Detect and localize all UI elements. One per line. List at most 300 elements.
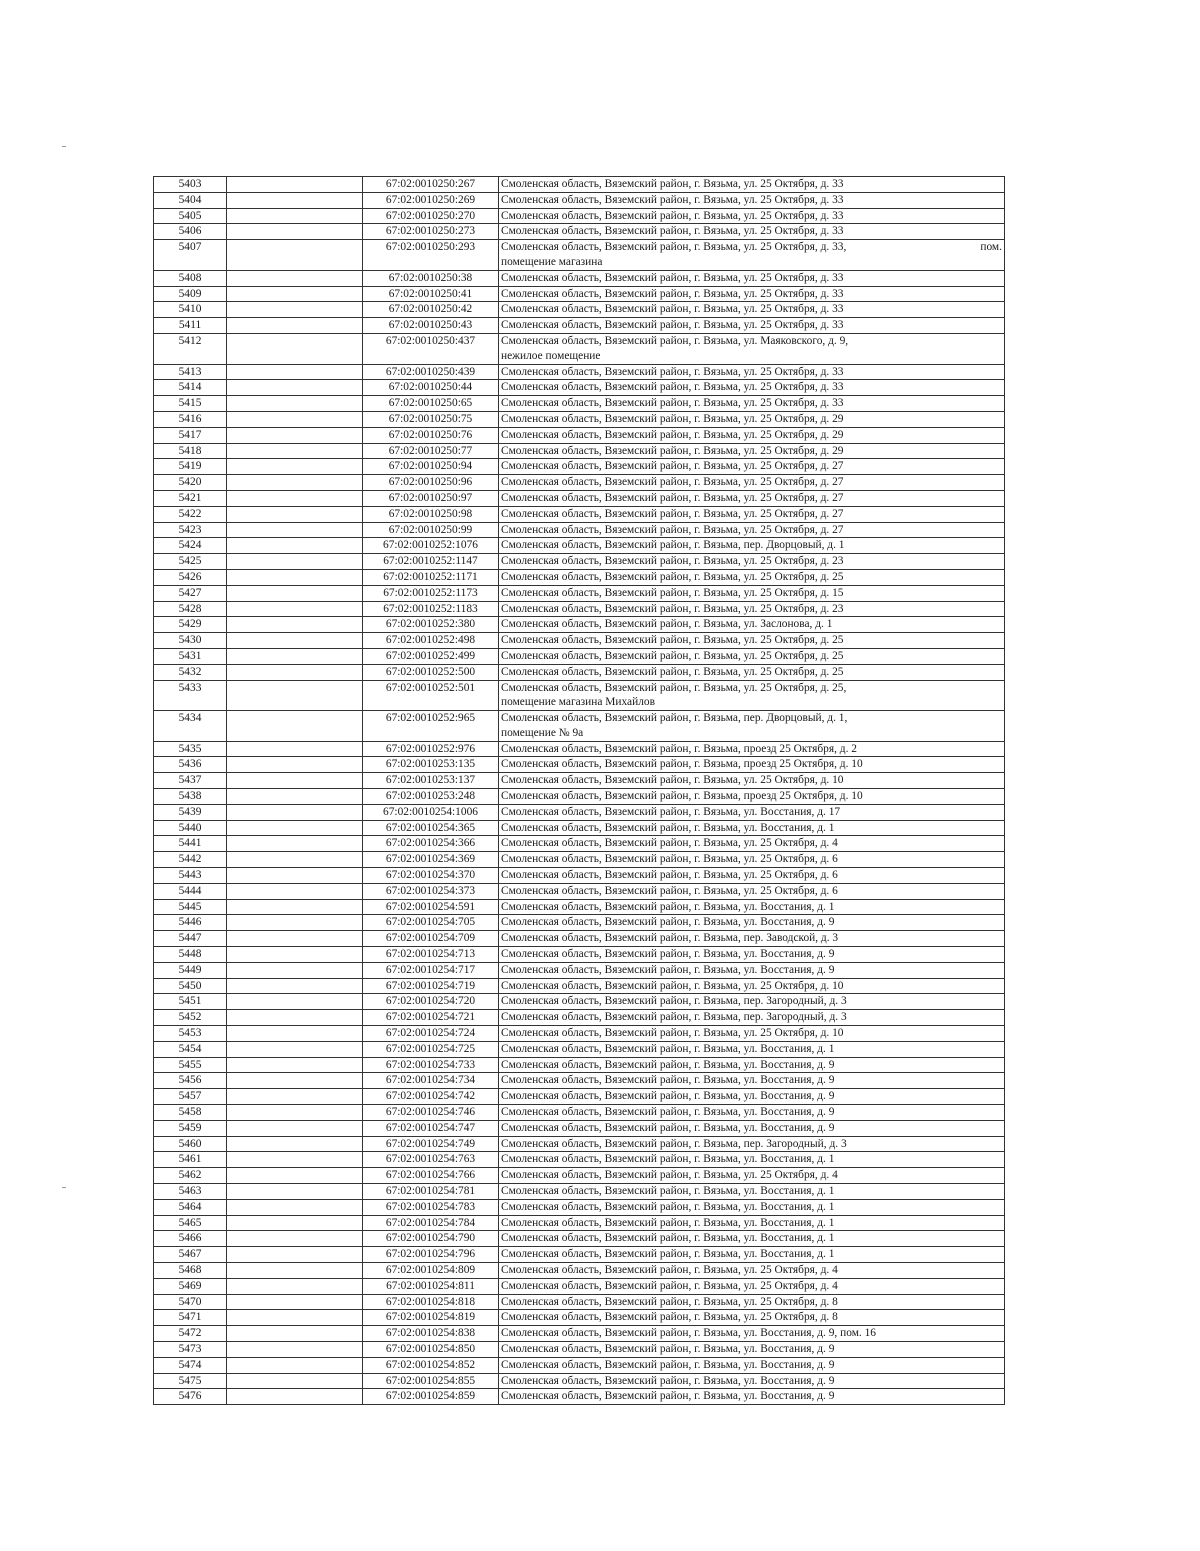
cadastral-number: 67:02:0010250:43	[363, 318, 499, 334]
row-number: 5467	[154, 1247, 227, 1263]
empty-cell	[227, 177, 363, 193]
empty-cell	[227, 208, 363, 224]
address: Смоленская область, Вяземский район, г. Вязьма, ул. Восстания, д. 9, пом. 16	[499, 1326, 1005, 1342]
address: Смоленская область, Вяземский район, г. Вязьма, ул. 25 Октября, д. 33	[499, 286, 1005, 302]
address: Смоленская область, Вяземский район, г. Вязьма, ул. 25 Октября, д. 4	[499, 836, 1005, 852]
empty-cell	[227, 192, 363, 208]
table-row	[154, 364, 1005, 380]
row-number: 5468	[154, 1262, 227, 1278]
table-row	[154, 270, 1005, 286]
cadastral-number: 67:02:0010254:365	[363, 820, 499, 836]
empty-cell	[227, 962, 363, 978]
table-row	[154, 1310, 1005, 1326]
address: Смоленская область, Вяземский район, г. Вязьма, ул. 25 Октября, д. 6	[499, 883, 1005, 899]
row-number: 5429	[154, 617, 227, 633]
empty-cell	[227, 318, 363, 334]
empty-cell	[227, 302, 363, 318]
empty-cell	[227, 648, 363, 664]
empty-cell	[227, 1057, 363, 1073]
cadastral-number: 67:02:0010254:591	[363, 899, 499, 915]
table-row	[154, 978, 1005, 994]
table-row	[154, 569, 1005, 585]
cadastral-number: 67:02:0010252:1147	[363, 554, 499, 570]
address: Смоленская область, Вяземский район, г. Вязьма, ул. Восстания, д. 9	[499, 1105, 1005, 1121]
row-number: 5462	[154, 1168, 227, 1184]
address: Смоленская область, Вяземский район, г. Вязьма, ул. Восстания, д. 9	[499, 1057, 1005, 1073]
row-number: 5455	[154, 1057, 227, 1073]
row-number: 5447	[154, 931, 227, 947]
cadastral-number: 67:02:0010250:42	[363, 302, 499, 318]
address: Смоленская область, Вяземский район, г. Вязьма, ул. Восстания, д. 9	[499, 947, 1005, 963]
cadastral-number: 67:02:0010252:1173	[363, 585, 499, 601]
row-number: 5431	[154, 648, 227, 664]
row-number: 5473	[154, 1341, 227, 1357]
table-row	[154, 554, 1005, 570]
row-number: 5424	[154, 538, 227, 554]
address: Смоленская область, Вяземский район, г. Вязьма, ул. 25 Октября, д. 33	[499, 302, 1005, 318]
empty-cell	[227, 617, 363, 633]
address: Смоленская область, Вяземский район, г. Вязьма, ул. 25 Октября, д. 10	[499, 978, 1005, 994]
empty-cell	[227, 1357, 363, 1373]
row-number: 5453	[154, 1026, 227, 1042]
empty-cell	[227, 1105, 363, 1121]
cadastral-number: 67:02:0010254:725	[363, 1041, 499, 1057]
address: Смоленская область, Вяземский район, г. Вязьма, ул. Восстания, д. 9	[499, 962, 1005, 978]
table-row	[154, 804, 1005, 820]
row-number: 5459	[154, 1120, 227, 1136]
cadastral-number: 67:02:0010254:705	[363, 915, 499, 931]
table-row	[154, 427, 1005, 443]
cadastral-number: 67:02:0010254:369	[363, 852, 499, 868]
cadastral-number: 67:02:0010252:501	[363, 680, 499, 711]
address: Смоленская область, Вяземский район, г. Вязьма, ул. 25 Октября, д. 29	[499, 411, 1005, 427]
cadastral-number: 67:02:0010254:811	[363, 1278, 499, 1294]
address: Смоленская область, Вяземский район, г. Вязьма, пер. Дворцовый, д. 1	[499, 538, 1005, 554]
empty-cell	[227, 585, 363, 601]
cadastral-number: 67:02:0010250:439	[363, 364, 499, 380]
table-row	[154, 1152, 1005, 1168]
empty-cell	[227, 538, 363, 554]
address: Смоленская область, Вяземский район, г. Вязьма, ул. 25 Октября, д. 8	[499, 1310, 1005, 1326]
cadastral-number: 67:02:0010252:965	[363, 711, 499, 742]
table-row	[154, 1231, 1005, 1247]
address: Смоленская область, Вяземский район, г. Вязьма, ул. 25 Октября, д. 4	[499, 1278, 1005, 1294]
empty-cell	[227, 522, 363, 538]
row-number: 5465	[154, 1215, 227, 1231]
row-number: 5446	[154, 915, 227, 931]
address-line-2: помещение магазина Михайлов	[501, 696, 655, 709]
row-number: 5423	[154, 522, 227, 538]
registry-page	[153, 176, 1004, 1405]
table-row	[154, 208, 1005, 224]
empty-cell	[227, 1215, 363, 1231]
cadastral-number: 67:02:0010252:380	[363, 617, 499, 633]
address: Смоленская область, Вяземский район, г. Вязьма, ул. 25 Октября, д. 33	[499, 192, 1005, 208]
table-row	[154, 836, 1005, 852]
empty-cell	[227, 931, 363, 947]
address: Смоленская область, Вяземский район, г. Вязьма, ул. 25 Октября, д. 25	[499, 633, 1005, 649]
address: Смоленская область, Вяземский район, г. Вязьма, пер. Заводской, д. 3	[499, 931, 1005, 947]
table-row	[154, 302, 1005, 318]
address: Смоленская область, Вяземский район, г. Вязьма, ул. 25 Октября, д. 25	[499, 569, 1005, 585]
empty-cell	[227, 633, 363, 649]
table-row	[154, 915, 1005, 931]
row-number: 5415	[154, 396, 227, 412]
empty-cell	[227, 947, 363, 963]
cadastral-number: 67:02:0010250:97	[363, 490, 499, 506]
table-row	[154, 1373, 1005, 1389]
row-number: 5445	[154, 899, 227, 915]
empty-cell	[227, 1026, 363, 1042]
cadastral-number: 67:02:0010254:796	[363, 1247, 499, 1263]
cadastral-number: 67:02:0010254:852	[363, 1357, 499, 1373]
row-number: 5449	[154, 962, 227, 978]
cadastral-number: 67:02:0010254:766	[363, 1168, 499, 1184]
cadastral-number: 67:02:0010252:976	[363, 741, 499, 757]
row-number: 5463	[154, 1184, 227, 1200]
row-number: 5451	[154, 994, 227, 1010]
empty-cell	[227, 1231, 363, 1247]
table-row	[154, 240, 1005, 271]
table-row	[154, 680, 1005, 711]
empty-cell	[227, 443, 363, 459]
row-number: 5413	[154, 364, 227, 380]
address: Смоленская область, Вяземский район, г. Вязьма, ул. Восстания, д. 9	[499, 1373, 1005, 1389]
row-number: 5476	[154, 1389, 227, 1405]
address: Смоленская область, Вяземский район, г. Вязьма, ул. Восстания, д. 1	[499, 1231, 1005, 1247]
cadastral-number: 67:02:0010250:437	[363, 333, 499, 364]
address-line-2: нежилое помещение	[501, 349, 601, 362]
cadastral-number: 67:02:0010250:293	[363, 240, 499, 271]
address: Смоленская область, Вяземский район, г. Вязьма, ул. 25 Октября, д. 6	[499, 852, 1005, 868]
address: Смоленская область, Вяземский район, г. Вязьма, ул. 25 Октября, д. 8	[499, 1294, 1005, 1310]
empty-cell	[227, 1089, 363, 1105]
address: Смоленская область, Вяземский район, г. Вязьма, ул. Восстания, д. 17	[499, 804, 1005, 820]
empty-cell	[227, 396, 363, 412]
empty-cell	[227, 333, 363, 364]
address: Смоленская область, Вяземский район, г. Вязьма, ул. Восстания, д. 9	[499, 1120, 1005, 1136]
cadastral-number: 67:02:0010250:44	[363, 380, 499, 396]
row-number: 5437	[154, 773, 227, 789]
row-number: 5422	[154, 506, 227, 522]
cadastral-number: 67:02:0010254:724	[363, 1026, 499, 1042]
table-row	[154, 411, 1005, 427]
cadastral-number: 67:02:0010254:790	[363, 1231, 499, 1247]
cadastral-number: 67:02:0010254:819	[363, 1310, 499, 1326]
empty-cell	[227, 601, 363, 617]
empty-cell	[227, 773, 363, 789]
empty-cell	[227, 1041, 363, 1057]
row-number: 5427	[154, 585, 227, 601]
cadastral-number: 67:02:0010254:809	[363, 1262, 499, 1278]
row-number: 5434	[154, 711, 227, 742]
address: Смоленская область, Вяземский район, г. Вязьма, ул. Заслонова, д. 1	[499, 617, 1005, 633]
address: Смоленская область, Вяземский район, г. Вязьма, ул. Восстания, д. 1	[499, 899, 1005, 915]
row-number: 5426	[154, 569, 227, 585]
cadastral-number: 67:02:0010254:370	[363, 868, 499, 884]
address: Смоленская область, Вяземский район, г. Вязьма, ул. Восстания, д. 9	[499, 1089, 1005, 1105]
address: Смоленская область, Вяземский район, г. Вязьма, проезд 25 Октября, д. 10	[499, 757, 1005, 773]
table-row	[154, 664, 1005, 680]
address: Смоленская область, Вяземский район, г. Вязьма, ул. 25 Октября, д. 23	[499, 554, 1005, 570]
address-line-1: Смоленская область, Вяземский район, г. Вязьма, ул. Маяковского, д. 9,	[501, 334, 849, 347]
row-number: 5472	[154, 1326, 227, 1342]
empty-cell	[227, 1136, 363, 1152]
table-row	[154, 741, 1005, 757]
empty-cell	[227, 789, 363, 805]
row-number: 5443	[154, 868, 227, 884]
table-row	[154, 1199, 1005, 1215]
empty-cell	[227, 1262, 363, 1278]
scan-mark-bottom	[62, 1187, 66, 1188]
cadastral-number: 67:02:0010250:76	[363, 427, 499, 443]
address: Смоленская область, Вяземский район, г. Вязьма, ул. Восстания, д. 9	[499, 1357, 1005, 1373]
table-row	[154, 490, 1005, 506]
empty-cell	[227, 475, 363, 491]
empty-cell	[227, 1120, 363, 1136]
cadastral-number: 67:02:0010252:1171	[363, 569, 499, 585]
empty-cell	[227, 1152, 363, 1168]
table-row	[154, 459, 1005, 475]
empty-cell	[227, 270, 363, 286]
cadastral-number: 67:02:0010252:1183	[363, 601, 499, 617]
row-number: 5418	[154, 443, 227, 459]
empty-cell	[227, 224, 363, 240]
address-line-1: Смоленская область, Вяземский район, г. Вязьма, ул. 25 Октября, д. 33,	[501, 241, 847, 254]
cadastral-number: 67:02:0010254:763	[363, 1152, 499, 1168]
empty-cell	[227, 1278, 363, 1294]
address: Смоленская область, Вяземский район, г. Вязьма, ул. 25 Октября, д. 4	[499, 1168, 1005, 1184]
address-line-2: помещение магазина	[501, 255, 603, 268]
table-row	[154, 318, 1005, 334]
empty-cell	[227, 1168, 363, 1184]
row-number: 5464	[154, 1199, 227, 1215]
table-row	[154, 506, 1005, 522]
row-number: 5411	[154, 318, 227, 334]
table-row	[154, 1247, 1005, 1263]
table-row	[154, 475, 1005, 491]
empty-cell	[227, 1389, 363, 1405]
cadastral-number: 67:02:0010254:746	[363, 1105, 499, 1121]
table-row	[154, 396, 1005, 412]
row-number: 5460	[154, 1136, 227, 1152]
empty-cell	[227, 240, 363, 271]
row-number: 5474	[154, 1357, 227, 1373]
table-row	[154, 1105, 1005, 1121]
address: Смоленская область, Вяземский район, г. Вязьма, ул. 25 Октября, д. 33	[499, 270, 1005, 286]
cadastral-number: 67:02:0010254:783	[363, 1199, 499, 1215]
table-row	[154, 868, 1005, 884]
address: Смоленская область, Вяземский район, г. Вязьма, ул. 25 Октября, д. 29	[499, 443, 1005, 459]
row-number: 5421	[154, 490, 227, 506]
cadastral-number: 67:02:0010254:734	[363, 1073, 499, 1089]
empty-cell	[227, 915, 363, 931]
cadastral-number: 67:02:0010254:709	[363, 931, 499, 947]
empty-cell	[227, 883, 363, 899]
address: Смоленская область, Вяземский район, г. Вязьма, ул. 25 Октября, д. 29	[499, 427, 1005, 443]
empty-cell	[227, 506, 363, 522]
cadastral-number: 67:02:0010252:498	[363, 633, 499, 649]
table-row	[154, 1184, 1005, 1200]
address-line-1: Смоленская область, Вяземский район, г. Вязьма, ул. 25 Октября, д. 25,	[501, 681, 847, 694]
empty-cell	[227, 680, 363, 711]
empty-cell	[227, 1010, 363, 1026]
row-number: 5430	[154, 633, 227, 649]
address	[499, 240, 1005, 271]
table-row	[154, 883, 1005, 899]
row-number: 5471	[154, 1310, 227, 1326]
empty-cell	[227, 994, 363, 1010]
row-number: 5456	[154, 1073, 227, 1089]
row-number: 5428	[154, 601, 227, 617]
table-row	[154, 1041, 1005, 1057]
row-number: 5410	[154, 302, 227, 318]
registry-table-body	[154, 177, 1005, 1405]
address: Смоленская область, Вяземский район, г. Вязьма, ул. 25 Октября, д. 27	[499, 459, 1005, 475]
address: Смоленская область, Вяземский район, г. Вязьма, ул. 25 Октября, д. 33	[499, 396, 1005, 412]
empty-cell	[227, 836, 363, 852]
row-number: 5461	[154, 1152, 227, 1168]
empty-cell	[227, 1310, 363, 1326]
table-row	[154, 177, 1005, 193]
row-number: 5440	[154, 820, 227, 836]
cadastral-number: 67:02:0010250:270	[363, 208, 499, 224]
address: Смоленская область, Вяземский район, г. Вязьма, ул. 25 Октября, д. 27	[499, 475, 1005, 491]
cadastral-number: 67:02:0010250:77	[363, 443, 499, 459]
address: Смоленская область, Вяземский район, г. Вязьма, ул. Восстания, д. 9	[499, 1389, 1005, 1405]
table-row	[154, 1294, 1005, 1310]
cadastral-number: 67:02:0010254:721	[363, 1010, 499, 1026]
property-registry-table	[153, 176, 1005, 1405]
scan-mark-top	[62, 146, 66, 147]
cadastral-number: 67:02:0010254:781	[363, 1184, 499, 1200]
row-number: 5454	[154, 1041, 227, 1057]
table-row	[154, 633, 1005, 649]
address: Смоленская область, Вяземский район, г. Вязьма, ул. 25 Октября, д. 6	[499, 868, 1005, 884]
table-row	[154, 333, 1005, 364]
address: Смоленская область, Вяземский район, г. Вязьма, ул. 25 Октября, д. 23	[499, 601, 1005, 617]
row-number: 5407	[154, 240, 227, 271]
address: Смоленская область, Вяземский район, г. Вязьма, ул. 25 Октября, д. 33	[499, 380, 1005, 396]
table-row	[154, 1010, 1005, 1026]
table-row	[154, 1341, 1005, 1357]
cadastral-number: 67:02:0010254:742	[363, 1089, 499, 1105]
row-number: 5438	[154, 789, 227, 805]
address: Смоленская область, Вяземский район, г. Вязьма, ул. 25 Октября, д. 27	[499, 522, 1005, 538]
empty-cell	[227, 899, 363, 915]
table-row	[154, 648, 1005, 664]
cadastral-number: 67:02:0010253:248	[363, 789, 499, 805]
cadastral-number: 67:02:0010254:747	[363, 1120, 499, 1136]
address: Смоленская область, Вяземский район, г. Вязьма, ул. Восстания, д. 1	[499, 820, 1005, 836]
empty-cell	[227, 1247, 363, 1263]
empty-cell	[227, 1073, 363, 1089]
table-row	[154, 1057, 1005, 1073]
table-row	[154, 931, 1005, 947]
empty-cell	[227, 411, 363, 427]
cadastral-number: 67:02:0010250:96	[363, 475, 499, 491]
row-number: 5466	[154, 1231, 227, 1247]
table-row	[154, 757, 1005, 773]
cadastral-number: 67:02:0010250:267	[363, 177, 499, 193]
empty-cell	[227, 804, 363, 820]
row-number: 5414	[154, 380, 227, 396]
address: Смоленская область, Вяземский район, г. Вязьма, ул. 25 Октября, д. 27	[499, 490, 1005, 506]
cadastral-number: 67:02:0010250:99	[363, 522, 499, 538]
address	[499, 711, 1005, 742]
table-row	[154, 1215, 1005, 1231]
empty-cell	[227, 1294, 363, 1310]
empty-cell	[227, 554, 363, 570]
row-number: 5432	[154, 664, 227, 680]
row-number: 5417	[154, 427, 227, 443]
cadastral-number: 67:02:0010254:859	[363, 1389, 499, 1405]
cadastral-number: 67:02:0010250:65	[363, 396, 499, 412]
row-number: 5470	[154, 1294, 227, 1310]
cadastral-number: 67:02:0010254:373	[363, 883, 499, 899]
address: Смоленская область, Вяземский район, г. Вязьма, ул. 25 Октября, д. 33	[499, 177, 1005, 193]
table-row	[154, 380, 1005, 396]
cadastral-number: 67:02:0010250:41	[363, 286, 499, 302]
row-number: 5412	[154, 333, 227, 364]
row-number: 5441	[154, 836, 227, 852]
cadastral-number: 67:02:0010250:94	[363, 459, 499, 475]
row-number: 5444	[154, 883, 227, 899]
row-number: 5475	[154, 1373, 227, 1389]
row-number: 5425	[154, 554, 227, 570]
table-row	[154, 522, 1005, 538]
address: Смоленская область, Вяземский район, г. Вязьма, ул. Восстания, д. 1	[499, 1152, 1005, 1168]
address: Смоленская область, Вяземский район, г. Вязьма, ул. 25 Октября, д. 25	[499, 664, 1005, 680]
table-row	[154, 617, 1005, 633]
address: Смоленская область, Вяземский район, г. Вязьма, пер. Загородный, д. 3	[499, 994, 1005, 1010]
address-line-2: помещение № 9а	[501, 726, 584, 739]
cadastral-number: 67:02:0010254:719	[363, 978, 499, 994]
address: Смоленская область, Вяземский район, г. Вязьма, ул. 25 Октября, д. 33	[499, 318, 1005, 334]
table-row	[154, 773, 1005, 789]
empty-cell	[227, 1373, 363, 1389]
table-row	[154, 820, 1005, 836]
row-number: 5405	[154, 208, 227, 224]
address: Смоленская область, Вяземский район, г. Вязьма, проезд 25 Октября, д. 10	[499, 789, 1005, 805]
empty-cell	[227, 711, 363, 742]
empty-cell	[227, 1184, 363, 1200]
address: Смоленская область, Вяземский район, г. Вязьма, пер. Загородный, д. 3	[499, 1136, 1005, 1152]
row-number: 5442	[154, 852, 227, 868]
empty-cell	[227, 664, 363, 680]
empty-cell	[227, 380, 363, 396]
table-row	[154, 1278, 1005, 1294]
empty-cell	[227, 741, 363, 757]
table-row	[154, 1136, 1005, 1152]
table-row	[154, 852, 1005, 868]
cadastral-number: 67:02:0010254:733	[363, 1057, 499, 1073]
table-row	[154, 789, 1005, 805]
row-number: 5420	[154, 475, 227, 491]
cadastral-number: 67:02:0010250:75	[363, 411, 499, 427]
cadastral-number: 67:02:0010252:1076	[363, 538, 499, 554]
cadastral-number: 67:02:0010254:838	[363, 1326, 499, 1342]
empty-cell	[227, 820, 363, 836]
address: Смоленская область, Вяземский район, г. Вязьма, ул. Восстания, д. 9	[499, 1073, 1005, 1089]
row-number: 5416	[154, 411, 227, 427]
cadastral-number: 67:02:0010254:784	[363, 1215, 499, 1231]
address: Смоленская область, Вяземский район, г. Вязьма, ул. Восстания, д. 1	[499, 1199, 1005, 1215]
cadastral-number: 67:02:0010250:98	[363, 506, 499, 522]
address: Смоленская область, Вяземский район, г. Вязьма, ул. 25 Октября, д. 25	[499, 648, 1005, 664]
table-row	[154, 192, 1005, 208]
address: Смоленская область, Вяземский район, г. Вязьма, ул. Восстания, д. 1	[499, 1184, 1005, 1200]
